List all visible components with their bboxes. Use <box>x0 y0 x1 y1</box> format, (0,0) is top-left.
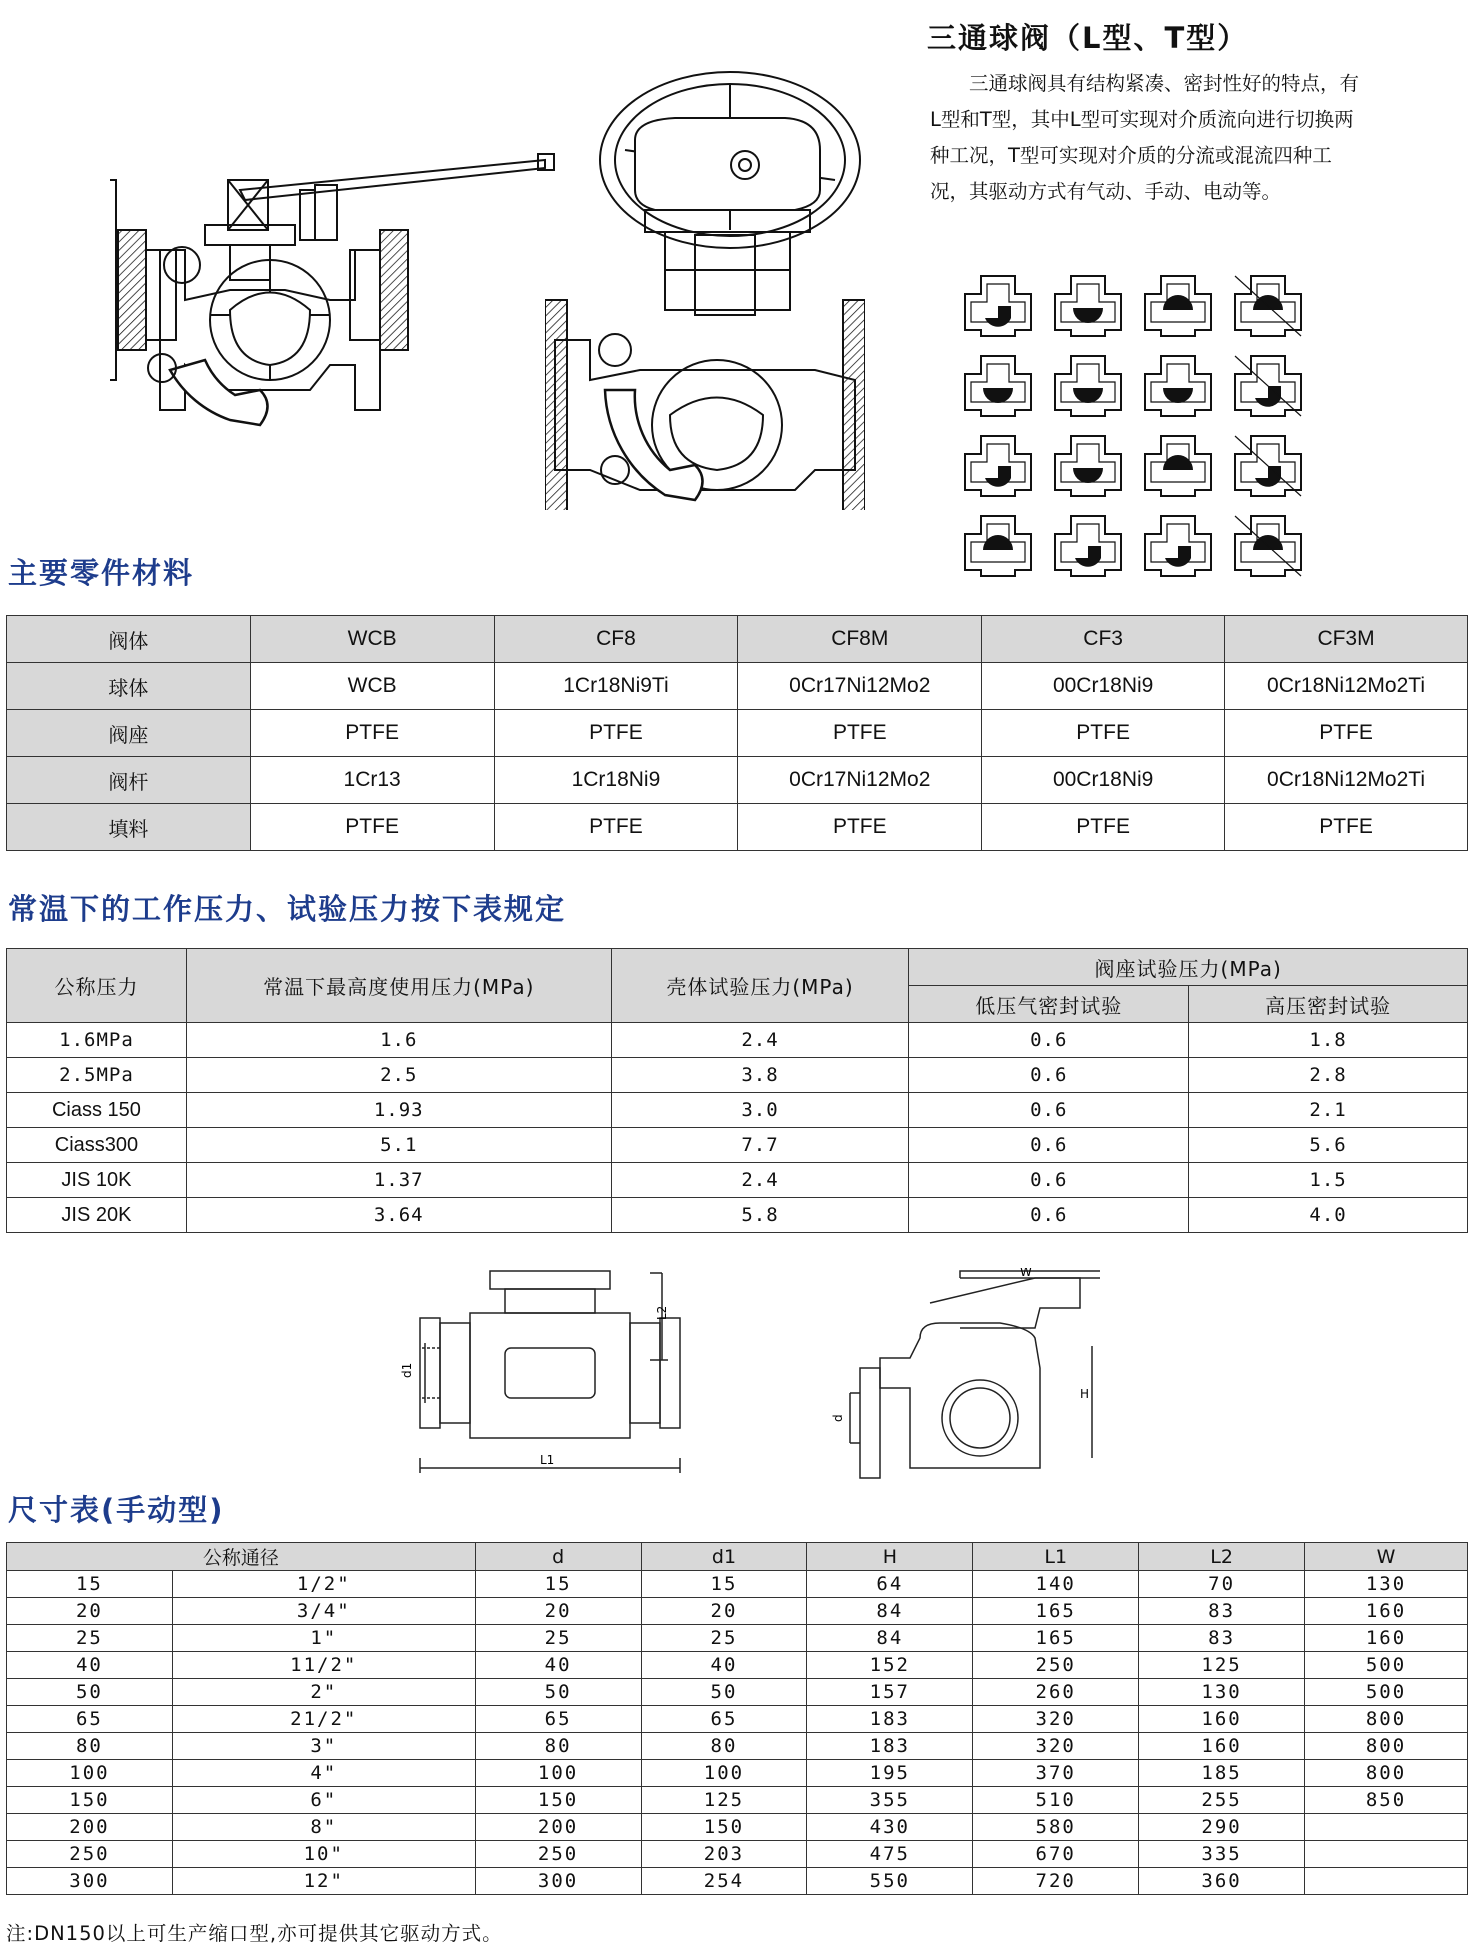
dimensions-row <box>7 1814 1468 1841</box>
dimensions-cell: 300 <box>475 1868 641 1895</box>
dimensions-header-cell: d1 <box>641 1543 807 1571</box>
pressure-title: 常温下的工作压力、试验压力按下表规定 <box>8 892 567 926</box>
dimensions-cell: 430 <box>807 1814 973 1841</box>
dimensions-cell: 152 <box>807 1652 973 1679</box>
dimensions-cell: 1/2" <box>172 1571 475 1598</box>
dimensions-cell: 50 <box>641 1679 807 1706</box>
material-cell: 0Cr17Ni12Mo2 <box>738 663 982 710</box>
pressure-value-cell: 5.1 <box>186 1128 611 1163</box>
dimensions-cell: 165 <box>973 1625 1139 1652</box>
pressure-value-cell: 0.6 <box>909 1023 1189 1058</box>
dimensions-cell: 125 <box>641 1787 807 1814</box>
materials-row <box>7 663 1468 710</box>
material-cell: 00Cr18Ni9 <box>982 757 1225 804</box>
dimensions-cell <box>1305 1868 1468 1895</box>
pressure-class-cell: Ciass300 <box>7 1128 187 1163</box>
dimensions-cell: 100 <box>7 1760 173 1787</box>
dimensions-header-cell: d <box>475 1543 641 1571</box>
material-cell: 1Cr18Ni9 <box>494 757 738 804</box>
dimensions-cell: 20 <box>641 1598 807 1625</box>
pressure-row <box>7 1093 1468 1128</box>
pressure-value-cell: 0.6 <box>909 1163 1189 1198</box>
materials-row <box>7 616 1468 663</box>
pressure-value-cell: 2.4 <box>611 1023 909 1058</box>
material-cell: CF8 <box>494 616 738 663</box>
flow-row-4 <box>965 516 1301 576</box>
flow-row-1 <box>965 276 1301 336</box>
dimensions-cell: 300 <box>7 1868 173 1895</box>
dimensions-cell: 70 <box>1139 1571 1305 1598</box>
dimensions-cell: 25 <box>7 1625 173 1652</box>
material-cell: WCB <box>250 616 494 663</box>
dimensions-cell: 20 <box>475 1598 641 1625</box>
dimensions-cell: 50 <box>475 1679 641 1706</box>
pressure-class-cell: 1.6MPa <box>7 1023 187 1058</box>
dimensions-cell: 200 <box>7 1814 173 1841</box>
dimensions-cell: 254 <box>641 1868 807 1895</box>
col-shell-test-pressure: 壳体试验压力(MPa) <box>611 949 909 1023</box>
material-cell: 00Cr18Ni9 <box>982 663 1225 710</box>
pressure-value-cell: 3.64 <box>186 1198 611 1233</box>
dimensions-cell: 160 <box>1305 1625 1468 1652</box>
side-view-dimension-drawing <box>830 1268 1100 1498</box>
dimensions-header-cell: L2 <box>1139 1543 1305 1571</box>
pressure-value-cell: 3.0 <box>611 1093 909 1128</box>
dimensions-cell: 850 <box>1305 1787 1468 1814</box>
dimensions-cell: 100 <box>475 1760 641 1787</box>
dimensions-cell: 150 <box>475 1787 641 1814</box>
part-name-cell: 阀杆 <box>7 757 251 804</box>
dimensions-cell: 720 <box>973 1868 1139 1895</box>
label-d1: d1 <box>400 1362 414 1378</box>
material-cell: 1Cr13 <box>250 757 494 804</box>
lever-valve-section-drawing <box>110 140 560 440</box>
dimensions-cell: 12" <box>172 1868 475 1895</box>
dimensions-cell: 65 <box>641 1706 807 1733</box>
material-cell: WCB <box>250 663 494 710</box>
dimensions-row <box>7 1760 1468 1787</box>
dimensions-row <box>7 1787 1468 1814</box>
dimensions-cell: 10" <box>172 1841 475 1868</box>
intro-text <box>930 66 1360 210</box>
dimensions-cell: 140 <box>973 1571 1139 1598</box>
dimensions-cell: 130 <box>1139 1679 1305 1706</box>
pressure-value-cell: 5.6 <box>1189 1128 1468 1163</box>
pressure-class-cell: JIS 20K <box>7 1198 187 1233</box>
pressure-value-cell: 0.6 <box>909 1198 1189 1233</box>
material-cell: PTFE <box>250 804 494 851</box>
flow-row-2 <box>965 356 1301 416</box>
col-nominal-pressure: 公称压力 <box>7 949 187 1023</box>
dimensions-cell: 6" <box>172 1787 475 1814</box>
materials-row <box>7 757 1468 804</box>
dimensions-cell: 80 <box>7 1733 173 1760</box>
gear-valve-section-drawing <box>545 70 865 510</box>
dimensions-header-cell: 公称通径 <box>7 1543 476 1571</box>
dimensions-cell: 25 <box>475 1625 641 1652</box>
dimensions-title: 尺寸表(手动型) <box>8 1493 225 1527</box>
dimensions-cell <box>1305 1841 1468 1868</box>
label-L1: L1 <box>540 1453 555 1467</box>
dimensions-cell: 200 <box>475 1814 641 1841</box>
material-cell: CF3M <box>1225 616 1468 663</box>
dimensions-cell: 160 <box>1139 1733 1305 1760</box>
pressure-table <box>6 948 1468 1233</box>
dimensions-row <box>7 1733 1468 1760</box>
dimensions-row <box>7 1868 1468 1895</box>
dimensions-cell: 80 <box>641 1733 807 1760</box>
footnote: 注:DN150以上可生产缩口型,亦可提供其它驱动方式。 <box>6 1922 503 1945</box>
pressure-value-cell: 2.5 <box>186 1058 611 1093</box>
pressure-class-cell: Ciass 150 <box>7 1093 187 1128</box>
dimensions-row <box>7 1652 1468 1679</box>
pressure-value-cell: 1.6 <box>186 1023 611 1058</box>
material-cell: PTFE <box>250 710 494 757</box>
pressure-row <box>7 1023 1468 1058</box>
dimensions-cell: 250 <box>7 1841 173 1868</box>
part-name-cell: 阀座 <box>7 710 251 757</box>
dimensions-cell: 800 <box>1305 1733 1468 1760</box>
pressure-value-cell: 0.6 <box>909 1128 1189 1163</box>
material-cell: PTFE <box>494 804 738 851</box>
dimensions-cell: 1" <box>172 1625 475 1652</box>
dimensions-cell: 11/2" <box>172 1652 475 1679</box>
dimensions-cell: 183 <box>807 1706 973 1733</box>
dimensions-cell: 260 <box>973 1679 1139 1706</box>
material-cell: PTFE <box>494 710 738 757</box>
pressure-value-cell: 2.8 <box>1189 1058 1468 1093</box>
part-name-cell: 球体 <box>7 663 251 710</box>
dimensions-header-cell: W <box>1305 1543 1468 1571</box>
pressure-value-cell: 2.4 <box>611 1163 909 1198</box>
pressure-value-cell: 1.5 <box>1189 1163 1468 1198</box>
dimensions-cell: 335 <box>1139 1841 1305 1868</box>
dimensions-cell: 40 <box>475 1652 641 1679</box>
dimensions-row <box>7 1841 1468 1868</box>
dimensions-row <box>7 1598 1468 1625</box>
dimensions-cell: 360 <box>1139 1868 1305 1895</box>
dimensions-cell: 130 <box>1305 1571 1468 1598</box>
material-cell: PTFE <box>738 710 982 757</box>
material-cell: 0Cr18Ni12Mo2Ti <box>1225 663 1468 710</box>
label-d: d <box>831 1414 845 1422</box>
col-seat-test-pressure: 阀座试验压力(MPa) <box>909 949 1468 986</box>
dimensions-cell: 25 <box>641 1625 807 1652</box>
dimensions-cell: 84 <box>807 1598 973 1625</box>
pressure-row <box>7 1198 1468 1233</box>
material-cell: CF3 <box>982 616 1225 663</box>
pressure-class-cell: JIS 10K <box>7 1163 187 1198</box>
flow-pattern-grid <box>958 272 1318 582</box>
dimensions-cell: 84 <box>807 1625 973 1652</box>
dimensions-row <box>7 1706 1468 1733</box>
material-cell: PTFE <box>1225 710 1468 757</box>
dimensions-cell: 165 <box>973 1598 1139 1625</box>
dimensions-cell: 320 <box>973 1706 1139 1733</box>
dimensions-cell: 125 <box>1139 1652 1305 1679</box>
dimensions-cell: 15 <box>641 1571 807 1598</box>
materials-title: 主要零件材料 <box>8 556 195 590</box>
dimensions-cell: 670 <box>973 1841 1139 1868</box>
col-low-pressure-test: 低压气密封试验 <box>909 986 1189 1023</box>
pressure-value-cell: 2.1 <box>1189 1093 1468 1128</box>
pressure-value-cell: 0.6 <box>909 1093 1189 1128</box>
label-W: W <box>1020 1268 1032 1279</box>
dimensions-cell: 370 <box>973 1760 1139 1787</box>
page-title: 三通球阀（L型、T型） <box>927 21 1249 55</box>
dimensions-cell: 160 <box>1305 1598 1468 1625</box>
pressure-value-cell: 1.8 <box>1189 1023 1468 1058</box>
dimensions-cell: 250 <box>973 1652 1139 1679</box>
dimensions-cell: 157 <box>807 1679 973 1706</box>
dimensions-cell: 800 <box>1305 1706 1468 1733</box>
pressure-row <box>7 1058 1468 1093</box>
intro-paragraph: 三通球阀具有结构紧凑、密封性好的特点，有L型和T型，其中L型可实现对介质流向进行切换两种工况，T型可实现对介质的分流或混流四种工况，其驱动方式有气动、手动、电动等。 <box>930 72 1360 203</box>
dimensions-cell: 4" <box>172 1760 475 1787</box>
dimensions-table <box>6 1542 1468 1895</box>
dimensions-cell: 100 <box>641 1760 807 1787</box>
dimensions-cell: 355 <box>807 1787 973 1814</box>
pressure-value-cell: 1.93 <box>186 1093 611 1128</box>
dimensions-cell: 40 <box>641 1652 807 1679</box>
pressure-row <box>7 1163 1468 1198</box>
pressure-value-cell: 4.0 <box>1189 1198 1468 1233</box>
dimensions-cell: 40 <box>7 1652 173 1679</box>
dimensions-cell: 203 <box>641 1841 807 1868</box>
dimensions-cell: 255 <box>1139 1787 1305 1814</box>
dimensions-cell: 183 <box>807 1733 973 1760</box>
material-cell: 0Cr18Ni12Mo2Ti <box>1225 757 1468 804</box>
dimensions-cell: 150 <box>641 1814 807 1841</box>
flow-row-3 <box>965 436 1301 496</box>
label-H: H <box>1080 1387 1090 1401</box>
material-cell: PTFE <box>982 710 1225 757</box>
dimensions-cell: 500 <box>1305 1679 1468 1706</box>
pressure-value-cell: 7.7 <box>611 1128 909 1163</box>
material-cell: PTFE <box>982 804 1225 851</box>
dimensions-cell: 3" <box>172 1733 475 1760</box>
dimensions-cell: 65 <box>7 1706 173 1733</box>
dimensions-cell: 160 <box>1139 1706 1305 1733</box>
dimensions-row <box>7 1571 1468 1598</box>
material-cell: PTFE <box>1225 804 1468 851</box>
material-cell: 1Cr18Ni9Ti <box>494 663 738 710</box>
dimensions-cell: 20 <box>7 1598 173 1625</box>
dimensions-cell: 150 <box>7 1787 173 1814</box>
dimensions-cell: 800 <box>1305 1760 1468 1787</box>
pressure-value-cell: 0.6 <box>909 1058 1189 1093</box>
dimensions-cell: 475 <box>807 1841 973 1868</box>
dimensions-cell: 500 <box>1305 1652 1468 1679</box>
dimensions-cell: 320 <box>973 1733 1139 1760</box>
pressure-value-cell: 3.8 <box>611 1058 909 1093</box>
material-cell: 0Cr17Ni12Mo2 <box>738 757 982 804</box>
dimensions-cell: 50 <box>7 1679 173 1706</box>
materials-row <box>7 804 1468 851</box>
col-max-working-pressure: 常温下最高度使用压力(MPa) <box>186 949 611 1023</box>
dimensions-cell: 15 <box>7 1571 173 1598</box>
materials-row <box>7 710 1468 757</box>
dimensions-cell: 195 <box>807 1760 973 1787</box>
material-cell: CF8M <box>738 616 982 663</box>
dimensions-cell: 8" <box>172 1814 475 1841</box>
pressure-value-cell: 5.8 <box>611 1198 909 1233</box>
materials-table <box>6 615 1468 851</box>
pressure-class-cell: 2.5MPa <box>7 1058 187 1093</box>
dimensions-cell: 510 <box>973 1787 1139 1814</box>
top-view-dimension-drawing <box>400 1268 690 1478</box>
dimensions-cell: 290 <box>1139 1814 1305 1841</box>
dimensions-cell: 250 <box>475 1841 641 1868</box>
dimensions-header-cell: L1 <box>973 1543 1139 1571</box>
dimensions-cell <box>1305 1814 1468 1841</box>
pressure-row <box>7 1128 1468 1163</box>
part-name-cell: 填料 <box>7 804 251 851</box>
dimensions-cell: 80 <box>475 1733 641 1760</box>
dimensions-cell: 550 <box>807 1868 973 1895</box>
dimensions-cell: 15 <box>475 1571 641 1598</box>
dimensions-cell: 21/2" <box>172 1706 475 1733</box>
label-L2: L2 <box>655 1305 669 1320</box>
dimensions-cell: 65 <box>475 1706 641 1733</box>
dimensions-cell: 83 <box>1139 1625 1305 1652</box>
part-name-cell: 阀体 <box>7 616 251 663</box>
dimensions-cell: 2" <box>172 1679 475 1706</box>
dimensions-row <box>7 1625 1468 1652</box>
dimensions-cell: 3/4" <box>172 1598 475 1625</box>
dimensions-cell: 580 <box>973 1814 1139 1841</box>
dimensions-row <box>7 1679 1468 1706</box>
dimensions-cell: 83 <box>1139 1598 1305 1625</box>
pressure-value-cell: 1.37 <box>186 1163 611 1198</box>
col-high-pressure-test: 高压密封试验 <box>1189 986 1468 1023</box>
dimensions-header-cell: H <box>807 1543 973 1571</box>
dimensions-cell: 185 <box>1139 1760 1305 1787</box>
material-cell: PTFE <box>738 804 982 851</box>
dimensions-cell: 64 <box>807 1571 973 1598</box>
